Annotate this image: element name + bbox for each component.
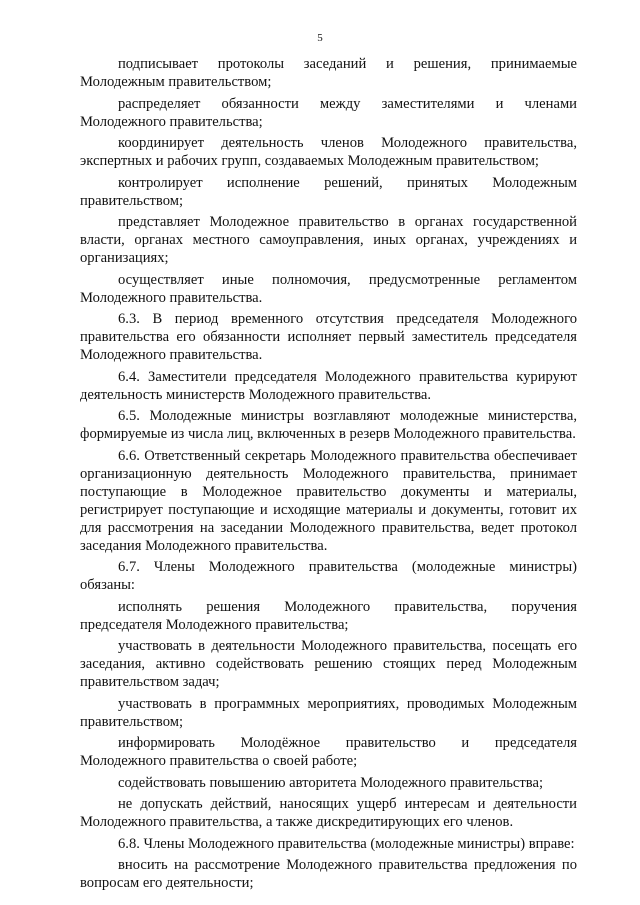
paragraph: координирует деятельность членов Молодежного правительства, экспертных и рабочих групп, создаваемых Молодежным правительством; bbox=[80, 135, 577, 169]
paragraph: представляет Молодежное правительство в органах государственной власти, органах местного самоуправления, иных органах, учреждениях и организациях; bbox=[80, 214, 577, 266]
paragraph: не допускать действий, наносящих ущерб интересам и деятельности Молодежного правительства, а также дискредитирующих его членов. bbox=[80, 796, 577, 830]
page-number: 5 bbox=[317, 32, 323, 44]
paragraph: 6.8. Члены Молодежного правительства (молодежные министры) вправе: bbox=[118, 835, 575, 852]
paragraph: исполнять решения Молодежного правительства, поручения председателя Молодежного правительства; bbox=[80, 598, 577, 633]
paragraph: 6.5. Молодежные министры возглавляют молодежные министерства, формируемые из числа лиц, включенных в резерв Молодежного правительства. bbox=[80, 408, 577, 442]
paragraph: информировать Молодёжное правительство и председателя Молодежного правительства о своей работе; bbox=[80, 735, 577, 769]
paragraph: контролирует исполнение решений, принятых Молодежным правительством; bbox=[80, 174, 577, 209]
paragraph: 6.3. В период временного отсутствия председателя Молодежного правительства его обязанности исполняет первый заместитель председателя Молодежного правительства. bbox=[80, 311, 577, 363]
paragraph: 6.6. Ответственный секретарь Молодежного правительства обеспечивает организационную деятельность Молодежного правительства, принимает поступающие в Молодежное правительство документы и материалы, регистрирует поступающие и исходящие материалы и документы, готовит их для рассмотрения на заседании Молодежного правительства, ведет протокол заседания Молодежного правительства. bbox=[80, 447, 577, 554]
paragraph: участвовать в программных мероприятиях, проводимых Молодежным правительством; bbox=[80, 695, 577, 730]
paragraph: 6.4. Заместители председателя Молодежного правительства курируют деятельность министерств Молодежного правительства. bbox=[80, 368, 577, 403]
paragraph: распределяет обязанности между заместителями и членами Молодежного правительства; bbox=[80, 95, 577, 130]
document-body bbox=[80, 55, 577, 896]
paragraph: вносить на рассмотрение Молодежного правительства предложения по вопросам его деятельности; bbox=[80, 857, 577, 891]
paragraph: участвовать в деятельности Молодежного правительства, посещать его заседания, активно содействовать решению стоящих перед Молодежным правительством задач; bbox=[80, 638, 577, 690]
paragraph: содействовать повышению авторитета Молодежного правительства; bbox=[118, 774, 544, 791]
paragraph: подписывает протоколы заседаний и решения, принимаемые Молодежным правительством; bbox=[80, 56, 577, 90]
paragraph: 6.7. Члены Молодежного правительства (молодежные министры) обязаны: bbox=[80, 559, 577, 593]
paragraph: осуществляет иные полномочия, предусмотренные регламентом Молодежного правительства. bbox=[80, 271, 577, 306]
